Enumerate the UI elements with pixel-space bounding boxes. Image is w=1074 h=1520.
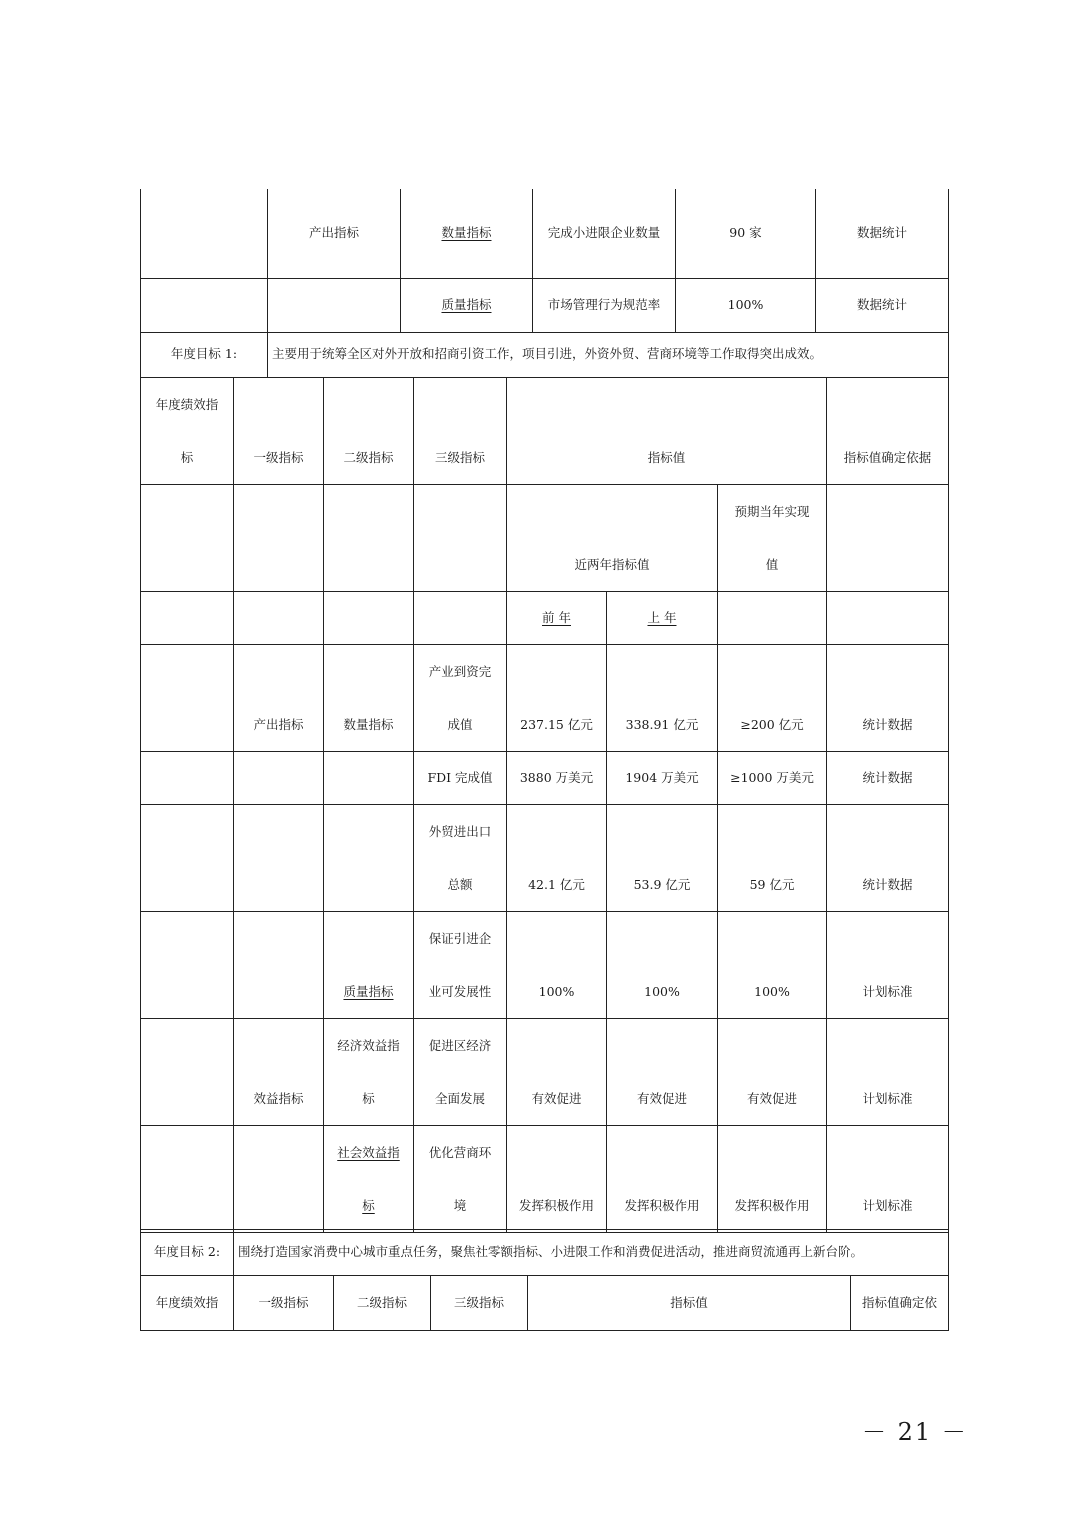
cell-prev: 有效促进 (507, 1019, 607, 1126)
cell (141, 1126, 234, 1233)
cell (141, 752, 234, 805)
cell (234, 1126, 324, 1233)
cell-level3: FDI 完成值 (414, 752, 507, 805)
cell-prev: 100% (507, 912, 607, 1019)
cell-level3: 产业到资完 成值 (414, 645, 507, 752)
cell-expected: ≥1000 万美元 (718, 752, 827, 805)
header-level1: 一级指标 (234, 378, 324, 485)
cell-last: 53.9 亿元 (607, 805, 718, 912)
cell (141, 278, 268, 332)
cell (234, 592, 324, 645)
cell-value: 90 家 (676, 189, 816, 278)
cell-basis: 数据统计 (816, 278, 949, 332)
cell-last: 338.91 亿元 (607, 645, 718, 752)
cell (324, 752, 414, 805)
cell-value: 100% (676, 278, 816, 332)
cell-level2: 质量指标 (324, 912, 414, 1019)
cell-level3: 市场管理行为规范率 (533, 278, 676, 332)
header-annual: 年度绩效指 标 (141, 378, 234, 485)
cell-expected: 100% (718, 912, 827, 1019)
goal2-label: 年度目标 2: (141, 1230, 234, 1276)
cell-last: 1904 万美元 (607, 752, 718, 805)
cell-level2: 数量指标 (401, 189, 533, 278)
bottom-header-level3: 三级指标 (431, 1276, 528, 1331)
cell-basis: 统计数据 (827, 752, 949, 805)
bottom-header-basis: 指标值确定依 (851, 1276, 949, 1331)
cell-expected: 有效促进 (718, 1019, 827, 1126)
cell (414, 485, 507, 592)
cell-level1 (268, 278, 401, 332)
cell (141, 189, 268, 278)
cell-level1: 效益指标 (234, 1019, 324, 1126)
header-value: 指标值 (507, 378, 827, 485)
header-level2: 二级指标 (324, 378, 414, 485)
cell (324, 592, 414, 645)
cell-expected: 发挥积极作用 (718, 1126, 827, 1233)
cell (141, 1019, 234, 1126)
cell-expected: ≥200 亿元 (718, 645, 827, 752)
main-indicator-table (140, 377, 949, 1233)
cell-level1: 产出指标 (234, 645, 324, 752)
cell-basis: 计划标准 (827, 1019, 949, 1126)
cell (324, 805, 414, 912)
bottom-header-level2: 二级指标 (334, 1276, 431, 1331)
cell-level3: 完成小进限企业数量 (533, 189, 676, 278)
cell-level2: 数量指标 (324, 645, 414, 752)
cell-level3: 促进区经济 全面发展 (414, 1019, 507, 1126)
cell (324, 485, 414, 592)
cell-level3: 优化营商环 境 (414, 1126, 507, 1233)
cell (234, 752, 324, 805)
goal1-text: 主要用于统筹全区对外开放和招商引资工作，项目引进，外资外贸、营商环境等工作取得突出成效。 (268, 332, 949, 377)
cell-level3: 保证引进企 业可发展性 (414, 912, 507, 1019)
cell-level2: 经济效益指 标 (324, 1019, 414, 1126)
cell (414, 592, 507, 645)
cell (141, 805, 234, 912)
cell (718, 592, 827, 645)
cell-level1: 产出指标 (268, 189, 401, 278)
subheader-prev-year: 前 年 (507, 592, 607, 645)
cell-basis: 统计数据 (827, 805, 949, 912)
cell-last: 100% (607, 912, 718, 1019)
cell-last: 有效促进 (607, 1019, 718, 1126)
cell-prev: 发挥积极作用 (507, 1126, 607, 1233)
cell-prev: 42.1 亿元 (507, 805, 607, 912)
cell-basis: 数据统计 (816, 189, 949, 278)
bottom-header-level1: 一级指标 (234, 1276, 334, 1331)
cell-prev: 237.15 亿元 (507, 645, 607, 752)
cell (827, 485, 949, 592)
cell-level2: 社会效益指 标 (324, 1126, 414, 1233)
cell (141, 485, 234, 592)
header-basis: 指标值确定依据 (827, 378, 949, 485)
header-level3: 三级指标 (414, 378, 507, 485)
cell (827, 592, 949, 645)
goal2-text: 围绕打造国家消费中心城市重点任务，聚焦社零额指标、小进限工作和消费促进活动，推进商贸流通再上新台阶。 (234, 1230, 949, 1276)
cell (234, 485, 324, 592)
top-indicator-table (140, 189, 949, 378)
cell (141, 912, 234, 1019)
bottom-header-annual: 年度绩效指 (141, 1276, 234, 1331)
cell-prev: 3880 万美元 (507, 752, 607, 805)
cell-level3: 外贸进出口 总额 (414, 805, 507, 912)
goal1-label: 年度目标 1: (141, 332, 268, 377)
cell-expected: 59 亿元 (718, 805, 827, 912)
cell (234, 805, 324, 912)
cell (141, 592, 234, 645)
goal2-table (140, 1229, 949, 1331)
subheader-expected: 预期当年实现 值 (718, 485, 827, 592)
subheader-last-year: 上 年 (607, 592, 718, 645)
cell-basis: 计划标准 (827, 912, 949, 1019)
page-number: － 21 － (862, 1418, 968, 1446)
cell-level2: 质量指标 (401, 278, 533, 332)
cell (234, 912, 324, 1019)
bottom-header-value: 指标值 (528, 1276, 851, 1331)
cell (141, 645, 234, 752)
cell-basis: 统计数据 (827, 645, 949, 752)
cell-last: 发挥积极作用 (607, 1126, 718, 1233)
cell-basis: 计划标准 (827, 1126, 949, 1233)
subheader-recent: 近两年指标值 (507, 485, 718, 592)
